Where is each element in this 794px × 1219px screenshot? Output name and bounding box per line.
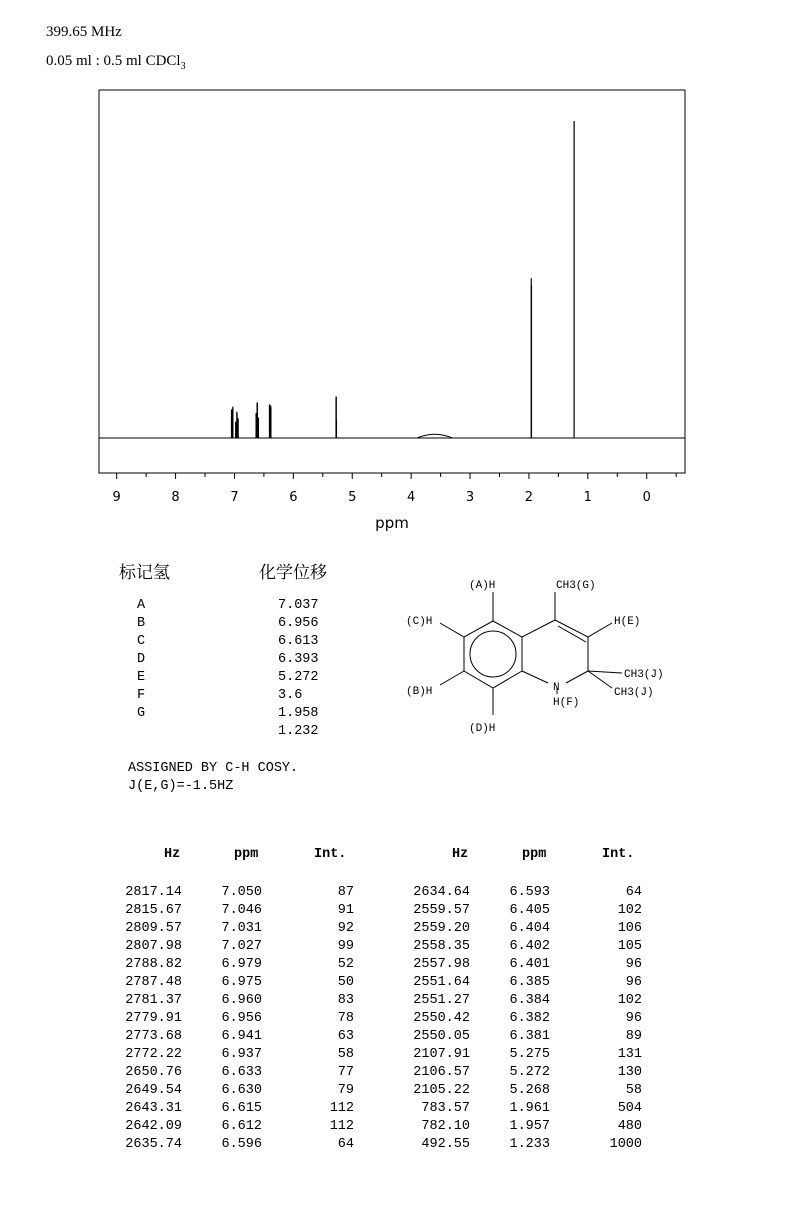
- peak-table-cell: 112: [329, 1101, 354, 1116]
- assignment-label: A: [137, 598, 146, 613]
- peak-table-cell: 2551.64: [413, 975, 470, 990]
- peak-table-row: [125, 920, 358, 938]
- peak-table-cell: 2107.91: [413, 1047, 470, 1062]
- peak-table-cell: 2559.20: [413, 921, 470, 936]
- peak-table-cell: 6.937: [221, 1047, 262, 1062]
- peak-table-cell: 1.957: [509, 1119, 550, 1134]
- peak-table-row: [125, 902, 358, 920]
- peak-table-cell: 6.382: [509, 1011, 550, 1026]
- peak-table-cell: 6.633: [221, 1065, 262, 1080]
- peak-table-cell: 6.941: [221, 1029, 262, 1044]
- peak-table-cell: 2817.14: [125, 885, 182, 900]
- peak-table-cell: 2781.37: [125, 993, 182, 1008]
- assignment-label: B: [137, 616, 146, 631]
- peak-table-header-cell: Int.: [602, 847, 635, 862]
- peak-table-row: [413, 1028, 646, 1046]
- assignment-shift: 1.958: [278, 706, 319, 721]
- assignment-shift: 6.613: [278, 634, 319, 649]
- peak-table-cell: 783.57: [421, 1101, 470, 1116]
- peak-table-cell: 2559.57: [413, 903, 470, 918]
- peak-table-header-cell: ppm: [234, 847, 259, 862]
- label-ch3-g: CH3(G): [556, 580, 596, 592]
- tick-label-2: 2: [524, 490, 534, 505]
- peak-table-row: [413, 938, 646, 956]
- peak-table-cell: 6.404: [509, 921, 550, 936]
- peak-table-cell: 5.275: [509, 1047, 550, 1062]
- peak-table-row: [125, 1136, 358, 1154]
- nmr-spectrum-chart: [0, 0, 794, 540]
- peak-table-cell: 5.272: [509, 1065, 550, 1080]
- peak-table-cell: 6.979: [221, 957, 262, 972]
- peak-table-header-cell: Hz: [164, 847, 181, 862]
- peak-table-row: [413, 956, 646, 974]
- peak-table-cell: 480: [617, 1119, 642, 1134]
- tick-label-7: 7: [230, 490, 239, 505]
- peak-table-cell: 7.031: [221, 921, 262, 936]
- peak-table-header: [128, 846, 358, 876]
- peak-table-cell: 96: [625, 1011, 642, 1026]
- peak-table-cell: 7.046: [221, 903, 262, 918]
- peak-table-cell: 106: [617, 921, 642, 936]
- peak-table-row: [125, 992, 358, 1010]
- assignment-shift: 6.393: [278, 652, 319, 667]
- assignment-label: F: [137, 688, 146, 703]
- peak-table-header-cell: ppm: [522, 847, 547, 862]
- peak-table-row: [413, 920, 646, 938]
- peak-table-cell: 6.385: [509, 975, 550, 990]
- peak-table-cell: 58: [625, 1083, 642, 1098]
- peak-table-cell: 2557.98: [413, 957, 470, 972]
- assign-header-label: 标记氢: [119, 563, 170, 583]
- peak-table-cell: 2779.91: [125, 1011, 182, 1026]
- peak-table-cell: 2550.42: [413, 1011, 470, 1026]
- peak-table-cell: 2558.35: [413, 939, 470, 954]
- peak-table-cell: 79: [337, 1083, 354, 1098]
- peak-table-right: [413, 846, 646, 1154]
- peak-table-row: [413, 884, 646, 902]
- peak-table-cell: 2642.09: [125, 1119, 182, 1134]
- peak-table-cell: 2550.05: [413, 1029, 470, 1044]
- assignment-label: C: [137, 634, 146, 649]
- label-n: N: [553, 682, 560, 694]
- assignment-shift: 7.037: [278, 598, 319, 613]
- tick-label-5: 5: [348, 490, 357, 505]
- peak-table-row: [413, 1046, 646, 1064]
- spectrometer-frequency: 399.65 MHz: [46, 24, 122, 40]
- peak-table-cell: 131: [617, 1047, 642, 1062]
- peak-table-cell: 52: [337, 957, 354, 972]
- peak-table-row: [416, 1100, 646, 1118]
- molecule-structure: [400, 572, 700, 742]
- peak-table-header-cell: Hz: [452, 847, 469, 862]
- peak-table-row: [125, 884, 358, 902]
- assignment-label: D: [137, 652, 146, 667]
- peak-table-cell: 5.268: [509, 1083, 550, 1098]
- peak-table-row: [125, 1064, 358, 1082]
- peak-table-cell: 2551.27: [413, 993, 470, 1008]
- peak-table-cell: 89: [625, 1029, 642, 1044]
- peak-table-cell: 6.612: [221, 1119, 262, 1134]
- peak-table-row: [125, 1100, 358, 1118]
- peak-table-cell: 91: [337, 903, 354, 918]
- label-ch3-j1: CH3(J): [624, 669, 664, 681]
- x-axis-label: ppm: [375, 514, 409, 532]
- peak-table-cell: 99: [337, 939, 354, 954]
- assignment-row: [137, 706, 337, 724]
- peak-table-cell: 2650.76: [125, 1065, 182, 1080]
- tick-label-9: 9: [112, 490, 121, 505]
- peak-table-cell: 7.050: [221, 885, 262, 900]
- peak-table-cell: 2635.74: [125, 1137, 182, 1152]
- peak-table-cell: 96: [625, 975, 642, 990]
- peak-table-row: [125, 1046, 358, 1064]
- tick-label-3: 3: [465, 490, 475, 505]
- assignment-row: [137, 598, 337, 616]
- peak-table-cell: 2106.57: [413, 1065, 470, 1080]
- label-h-b: (B)H: [406, 686, 433, 698]
- peak-table-cell: 2809.57: [125, 921, 182, 936]
- peak-table-cell: 102: [617, 903, 642, 918]
- peak-table-row: [125, 1010, 358, 1028]
- peak-table-cell: 92: [337, 921, 354, 936]
- peak-table-cell: 7.027: [221, 939, 262, 954]
- tick-label-8: 8: [171, 490, 180, 505]
- peak-table-cell: 1.233: [509, 1137, 550, 1152]
- assignment-shift: 6.956: [278, 616, 319, 631]
- peak-table-cell: 492.55: [421, 1137, 470, 1152]
- assignment-label: G: [137, 706, 146, 721]
- assignment-shift: 5.272: [278, 670, 319, 685]
- peak-table-header: [416, 846, 646, 876]
- label-ch3-j2: CH3(J): [614, 687, 654, 699]
- assignment-row: [137, 634, 337, 652]
- label-h-a: (A)H: [469, 580, 496, 592]
- peak-table-cell: 130: [617, 1065, 642, 1080]
- tick-label-6: 6: [289, 490, 298, 505]
- peak-table-cell: 6.405: [509, 903, 550, 918]
- peak-table-cell: 2787.48: [125, 975, 182, 990]
- peak-table-row: [413, 1064, 646, 1082]
- peak-table-cell: 504: [617, 1101, 642, 1116]
- peak-table-cell: 2788.82: [125, 957, 182, 972]
- peak-table-cell: 782.10: [421, 1119, 470, 1134]
- peak-table-row: [125, 974, 358, 992]
- plot-frame: [99, 90, 685, 473]
- peak-table-cell: 78: [337, 1011, 354, 1026]
- peak-table-cell: 105: [617, 939, 642, 954]
- peak-table-cell: 1.961: [509, 1101, 550, 1116]
- label-h-c: (C)H: [406, 616, 433, 628]
- peak-table-cell: 6.630: [221, 1083, 262, 1098]
- peak-table-cell: 2643.31: [125, 1101, 182, 1116]
- peak-table-cell: 58: [337, 1047, 354, 1062]
- label-h-f: H(F): [553, 697, 580, 709]
- peak-table-cell: 64: [337, 1137, 354, 1152]
- peak-table-header-cell: Int.: [314, 847, 347, 862]
- sample-text: 0.05 ml : 0.5 ml CDCl: [46, 53, 181, 69]
- peak-table-cell: 2807.98: [125, 939, 182, 954]
- peak-table-cell: 63: [337, 1029, 354, 1044]
- assignment-row: [137, 616, 337, 634]
- peak-table-left: [125, 846, 358, 1154]
- peak-table-row: [416, 1136, 646, 1154]
- note-line-cosy: ASSIGNED BY C-H COSY.: [128, 761, 299, 776]
- note-line-coupling: J(E,G)=-1.5HZ: [128, 779, 234, 794]
- assignment-row: [137, 652, 337, 670]
- peak-table-cell: 6.615: [221, 1101, 262, 1116]
- peak-table-cell: 77: [337, 1065, 354, 1080]
- assignment-table: [137, 598, 337, 742]
- peak-table-cell: 2649.54: [125, 1083, 182, 1098]
- tick-label-0: 0: [642, 490, 651, 505]
- peak-table-cell: 2105.22: [413, 1083, 470, 1098]
- peak-table-cell: 6.402: [509, 939, 550, 954]
- tick-label-1: 1: [583, 490, 592, 505]
- label-h-d: (D)H: [469, 723, 496, 735]
- peak-table-cell: 2634.64: [413, 885, 470, 900]
- assignment-row: [137, 688, 337, 706]
- assignment-shift: 3.6: [278, 688, 303, 703]
- peak-table-row: [413, 974, 646, 992]
- peak-table-cell: 6.596: [221, 1137, 262, 1152]
- peak-table-row: [413, 1010, 646, 1028]
- assignment-label: E: [137, 670, 146, 685]
- assignment-notes: [128, 760, 298, 796]
- peak-table-cell: 2815.67: [125, 903, 182, 918]
- peak-table-cell: 6.593: [509, 885, 550, 900]
- peak-table-row: [125, 938, 358, 956]
- peak-table-cell: 6.401: [509, 957, 550, 972]
- peak-table-cell: 112: [329, 1119, 354, 1134]
- peak-table-cell: 87: [337, 885, 354, 900]
- peak-table-cell: 2773.68: [125, 1029, 182, 1044]
- peak-table-cell: 6.956: [221, 1011, 262, 1026]
- peak-table-row: [416, 1118, 646, 1136]
- label-h-e: H(E): [614, 616, 641, 628]
- peak-table-cell: 6.384: [509, 993, 550, 1008]
- peak-table-row: [125, 1028, 358, 1046]
- assign-header-shift: 化学位移: [259, 563, 327, 583]
- peak-table-row: [125, 1118, 358, 1136]
- peak-table-cell: 102: [617, 993, 642, 1008]
- peak-table-cell: 1000: [609, 1137, 642, 1152]
- peak-table-row: [413, 1082, 646, 1100]
- peak-table-row: [125, 1082, 358, 1100]
- peak-table-cell: 64: [625, 885, 642, 900]
- assignment-row: [137, 670, 337, 688]
- aromatic-circle: [470, 631, 516, 677]
- assignment-shift: 1.232: [278, 724, 319, 739]
- peak-table-row: [413, 992, 646, 1010]
- peak-table-cell: 83: [337, 993, 354, 1008]
- assignment-row: [137, 724, 337, 742]
- peak-table-cell: 50: [337, 975, 354, 990]
- broad-peak-0: [417, 434, 452, 438]
- peak-table-row: [125, 956, 358, 974]
- peak-table-cell: 96: [625, 957, 642, 972]
- peak-table-cell: 2772.22: [125, 1047, 182, 1062]
- peak-table-cell: 6.975: [221, 975, 262, 990]
- peak-table-cell: 6.381: [509, 1029, 550, 1044]
- tick-label-4: 4: [407, 490, 416, 505]
- peak-table-row: [413, 902, 646, 920]
- sample-subscript: 3: [180, 61, 186, 72]
- peak-table-cell: 6.960: [221, 993, 262, 1008]
